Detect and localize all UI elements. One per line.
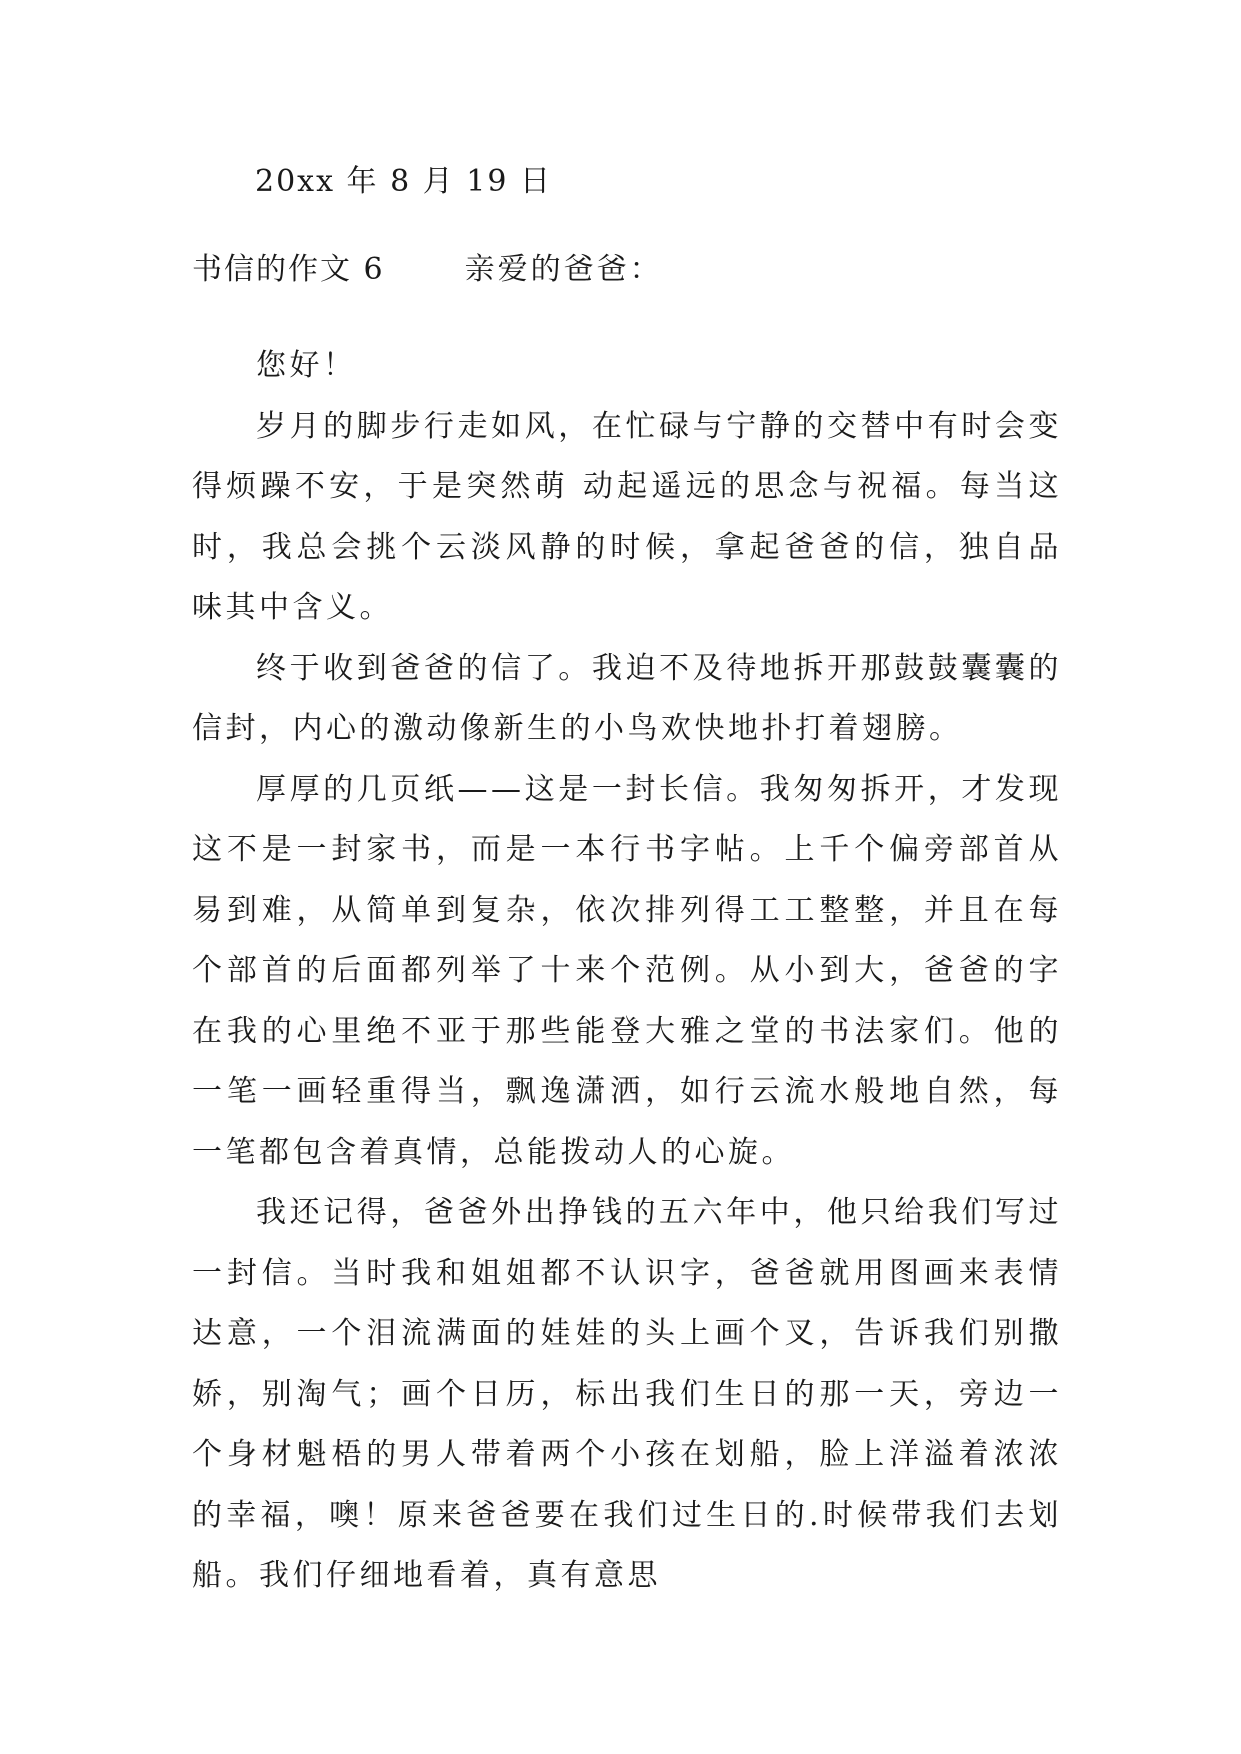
paragraph-3: 厚厚的几页纸——这是一封长信。我匆匆拆开，才发现这不是一封家书，而是一本行书字帖。上千个偏旁部首从易到难，从简单到复杂，依次排列得工工整整，并且在每个部首的后面都列举了十来个范例。从小到大，爸爸的字在我的心里绝不亚于那些能登大雅之堂的书法家们。他的一笔一画轻重得当，飘逸潇洒，如行云流水般地自然，每一笔都包含着真情，总能拨动人的心旋。: [192, 771, 1062, 1170]
heading-line: [192, 248, 1062, 292]
paragraph-1: 岁月的脚步行走如风，在忙碌与宁静的交替中有时会变得烦躁不安，于是突然萌 动起遥远的思念与祝福。每当这时，我总会挑个云淡风静的时候，拿起爸爸的信，独自品味其中含义。: [192, 408, 1062, 625]
section-title: 书信的作文 6: [192, 252, 385, 287]
paragraph-4: 我还记得，爸爸外出挣钱的五六年中，他只给我们写过一封信。当时我和姐姐都不认识字，爸爸就用图画来表情达意，一个泪流满面的娃娃的头上画个叉，告诉我们别撒娇，别淘气；画个日历，标出我们生日的那一天，旁边一个身材魁梧的男人带着两个小孩在划船，脸上洋溢着浓浓的幸福，噢！原来爸爸要在我们过生日的.时候带我们去划船。我们仔细地看着，真有意思: [192, 1195, 1062, 1593]
salutation: 亲爱的爸爸：: [464, 252, 663, 287]
letter-date: 20xx 年 8 月 19 日: [255, 164, 552, 199]
letter-body: [192, 336, 1062, 1607]
paragraph-2: 终于收到爸爸的信了。我迫不及待地拆开那鼓鼓囊囊的信封，内心的激动像新生的小鸟欢快地扑打着翅膀。: [192, 650, 1062, 746]
greeting: 您好！: [256, 348, 357, 383]
